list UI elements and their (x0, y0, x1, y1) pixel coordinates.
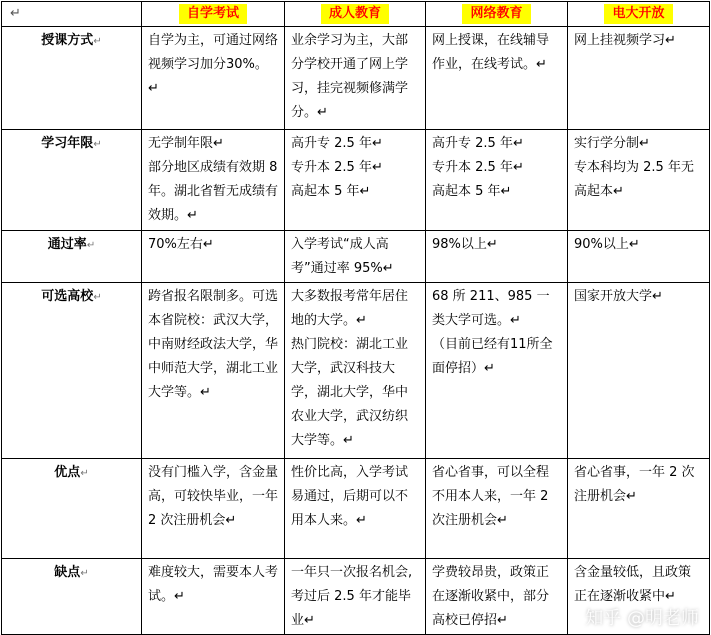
row-label (2, 130, 142, 231)
return-mark: ↵ (93, 36, 102, 47)
comparison-table (1, 1, 710, 635)
col-header-label: 成人教育 (321, 4, 389, 24)
table-cell: 高升专 2.5 年↵ 专升本 2.5 年↵ 高起本 5 年↵ (285, 130, 426, 231)
zhihu-watermark: 知乎 @明老师 (585, 608, 699, 629)
col-header-online-education (426, 2, 568, 27)
row-label-text: 授课方式 (41, 33, 94, 48)
table-cell: 难度较大，需要本人考试。↵ (142, 559, 285, 635)
table-cell: 自学为主，可通过网络视频学习加分30%。↵ (142, 27, 285, 130)
row-label-text: 可选高校 (41, 289, 94, 304)
row-advantages (2, 459, 710, 559)
row-label (2, 559, 142, 635)
return-mark: ↵ (80, 568, 89, 579)
table-cell: 一年只一次报名机会,考过后 2.5 年才能毕业↵ (285, 559, 426, 635)
return-mark: ↵ (93, 292, 102, 303)
table-cell: 68 所 211、985 一类大学可选。↵ （目前已经有11所全面停招）↵ (426, 283, 568, 459)
table-cell: 无学制年限↵ 部分地区成绩有效期 8 年。湖北省暂无成绩有效期。↵ (142, 130, 285, 231)
row-label-text: 学习年限 (41, 136, 94, 151)
table-cell: 90%以上↵ (568, 231, 710, 283)
col-header-label: 网络教育 (462, 4, 530, 24)
table-cell: 实行学分制↵ 专本科均为 2.5 年无高起本↵ (568, 130, 710, 231)
table-cell: 98%以上↵ (426, 231, 568, 283)
return-mark: ↵ (93, 139, 102, 150)
col-header-adult-education (285, 2, 426, 27)
return-mark: ↵ (80, 468, 89, 479)
row-teaching-method (2, 27, 710, 130)
table-cell: 没有门槛入学，含金量高，可较快毕业，一年 2 次注册机会↵ (142, 459, 285, 559)
row-label-text: 通过率 (47, 237, 87, 252)
col-header-label: 自学考试 (179, 4, 247, 24)
table-cell: 跨省报名限制多。可选本省院校：武汉大学，中南财经政法大学，华中师范大学，湖北工业大学等。↵ (142, 283, 285, 459)
table-cell: 性价比高，入学考试易通过，后期可以不用本人来。↵ (285, 459, 426, 559)
table-cell: 业余学习为主，大部分学校开通了网上学习，挂完视频修满学分。↵ (285, 27, 426, 130)
row-study-period (2, 130, 710, 231)
row-label (2, 459, 142, 559)
table-cell: 国家开放大学↵ (568, 283, 710, 459)
table-cell: 含金量较低，且政策正在逐渐收紧中↵ (568, 559, 710, 635)
corner-cell: ↵ (2, 2, 142, 27)
table-cell: 入学考试“成人高考”通过率 95%↵ (285, 231, 426, 283)
return-mark: ↵ (86, 240, 96, 251)
table-cell: 省心省事，可以全程不用本人来，一年 2 次注册机会↵ (426, 459, 568, 559)
header-row (2, 2, 710, 27)
row-pass-rate (2, 231, 710, 283)
col-header-open-university (568, 2, 710, 27)
row-label (2, 283, 142, 459)
table-cell: 网上挂视频学习↵ (568, 27, 710, 130)
table-cell: 网上授课，在线辅导作业，在线考试。↵ (426, 27, 568, 130)
table-cell: 高升专 2.5 年↵ 专升本 2.5 年↵ 高起本 5 年↵ (426, 130, 568, 231)
row-label-text: 优点 (54, 465, 81, 480)
row-disadvantages (2, 559, 710, 635)
row-label-text: 缺点 (54, 565, 81, 580)
row-available-universities (2, 283, 710, 459)
col-header-label: 电大开放 (604, 4, 672, 24)
table-cell: 70%左右↵ (142, 231, 285, 283)
table-cell: 大多数报考常年居住地的大学。↵ 热门院校：湖北工业大学，武汉科技大学，湖北大学，华中农业大学，武汉纺织大学等。↵ (285, 283, 426, 459)
row-label (2, 27, 142, 130)
table-cell: 学费较昂贵，政策正在逐渐收紧中，部分高校已停招↵ (426, 559, 568, 635)
row-label (2, 231, 142, 283)
table-cell: 省心省事，一年 2 次注册机会↵ (568, 459, 710, 559)
col-header-self-study (142, 2, 285, 27)
